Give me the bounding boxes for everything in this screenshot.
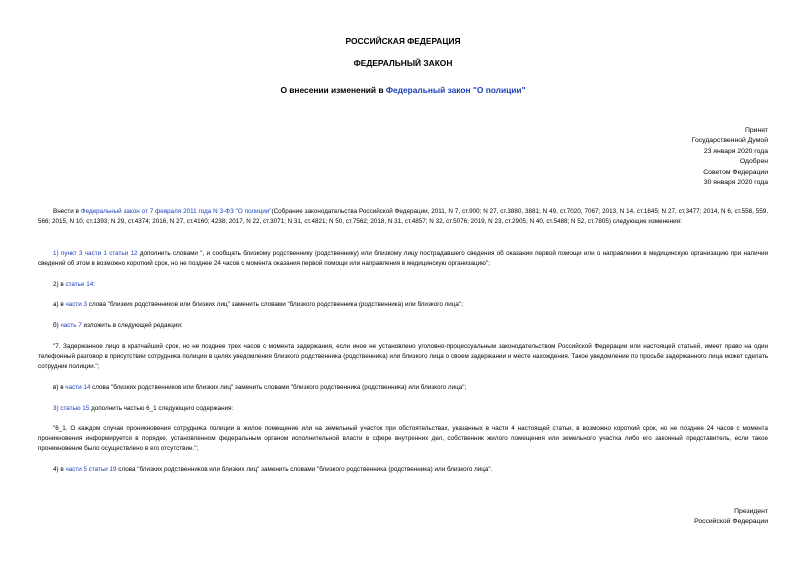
item-2a-text: слова "близких родственников или близких лиц" заменить словами "близкого родственника (родственника) или близкого лица"; (87, 301, 463, 308)
item-2b-prefix: б) (53, 322, 61, 329)
adoption-block (692, 126, 768, 188)
adoption-line: Государственной Думой (691, 137, 768, 145)
quote-part-6-1: "6_1. О каждом случае проникновения сотрудника полиции в жилое помещение или на земельный участок при обстоятельствах, указанных в части 4 настоящей статьи, в возможно короткий срок, но не позднее 24 часов с момента проникновения информируется в порядке, установленном федеральным органом исполнительной власти в сфере внутренних дел, собственник жилого помещения или земельного участка либо его законный представитель, если такое проникновение было осуществлено в его отсутствие."; (38, 425, 768, 452)
adoption-line: 30 января 2020 года (703, 179, 768, 187)
quote-part-7: "7. Задержанное лицо в кратчайший срок, но не позднее трех часов с момента задержания, если иное не установлено уголовно-процессуальным законодательством Российской Федерации или настоящей статьей, имеет право на один телефонный разговор в присутствии сотрудника полиции в целях уведомления близкого родственника (родственника) или близкого лица о своем задержании и месте нахождения. Такое уведомление по просьбе задержанного лица может сделать сотрудник полиции."; (38, 343, 768, 370)
item-2v-prefix: в) в (53, 384, 66, 391)
item-2 (38, 280, 768, 290)
item-2v-link[interactable]: части 14 (65, 384, 91, 391)
item-2b-text: изложить в следующей редакции: (81, 322, 183, 329)
adoption-line: Советом Федерации (703, 168, 768, 176)
signature-line: Президент (734, 508, 768, 515)
country-heading: РОССИЙСКАЯ ФЕДЕРАЦИЯ (345, 36, 461, 46)
item-2-prefix: 2) в (53, 281, 66, 288)
intro-text-cont: (Собрание законодательства Российской Федерации, 2011, N 7, ст.900; N 27, ст.3880, 3881; N 49, ст.7020, 7067; 2013, N 14, ст.1645; N 27, ст.3477; 2014, N 6, ст.558, 559, 566; 2015, N 10, ст.1393; N 29, ст.4374; 2016, N 27, ст.4160; 4238; 2017, N 22, ст.3071; N 31, ст.4821; N 50, ст.7562; 2018, N 31, ст.4857; N 32, ст.5076; 2019, N 23, ст.2905; N 40, ст.5488; N 52, ст.7805) следующие изменения: (38, 208, 768, 225)
adoption-line: Одобрен (739, 158, 768, 166)
item-4-link[interactable]: части 5 статьи 19 (65, 466, 117, 473)
item-2-link[interactable]: статье 14 (65, 281, 94, 288)
item-2a-prefix: а) в (53, 301, 66, 308)
item-4-prefix: 4) в (53, 466, 66, 473)
adoption-line: Принят (744, 127, 768, 134)
item-1-link[interactable]: 1) пункт 3 части 1 статьи 12 (53, 250, 138, 257)
intro-paragraph (38, 207, 768, 227)
title-prefix: О внесении изменений в (280, 85, 386, 95)
item-2v-text: слова "близких родственников или близких лиц" заменить словами "близкого родственника (родственника) или близкого лица"; (90, 384, 467, 391)
item-4-text: слова "близких родственников или близких лиц" заменить словами "близкого родственника (родственника) или близкого лица". (116, 466, 493, 473)
title-law-link[interactable]: Федеральный закон "О полиции" (385, 85, 526, 95)
item-2v (38, 383, 768, 393)
item-2b (38, 321, 768, 331)
item-1 (38, 249, 768, 269)
intro-text: Внести в (53, 208, 81, 215)
item-3-link[interactable]: 3) статью 15 (53, 405, 90, 412)
item-2a (38, 300, 768, 310)
item-2-suffix: : (93, 281, 95, 288)
signature-block (694, 507, 768, 528)
item-3 (38, 404, 768, 414)
item-4 (38, 465, 768, 475)
law-link[interactable]: Федеральный закон от 7 февраля 2011 года N 3-ФЗ "О полиции" (80, 208, 272, 215)
item-2b-link[interactable]: часть 7 (60, 322, 82, 329)
doc-type-heading: ФЕДЕРАЛЬНЫЙ ЗАКОН (353, 58, 453, 68)
item-1-text: дополнить словами ", и сообщать близкому родственнику (родственнику) или близкому лицу пострадавшего сведения об оказании первой помощи или о направлении в медицинскую организацию при наличии сведений об этом в возможно короткий срок, но не позднее 24 часов с момента оказания первой помощи или направления в медицинскую организацию"; (38, 250, 768, 267)
adoption-line: 23 января 2020 года (703, 147, 768, 155)
document-title (38, 85, 768, 95)
signature-line: Российской Федерации (694, 518, 768, 526)
item-3-text: дополнить частью 6_1 следующего содержания: (89, 405, 234, 412)
item-2a-link[interactable]: части 3 (65, 301, 88, 308)
